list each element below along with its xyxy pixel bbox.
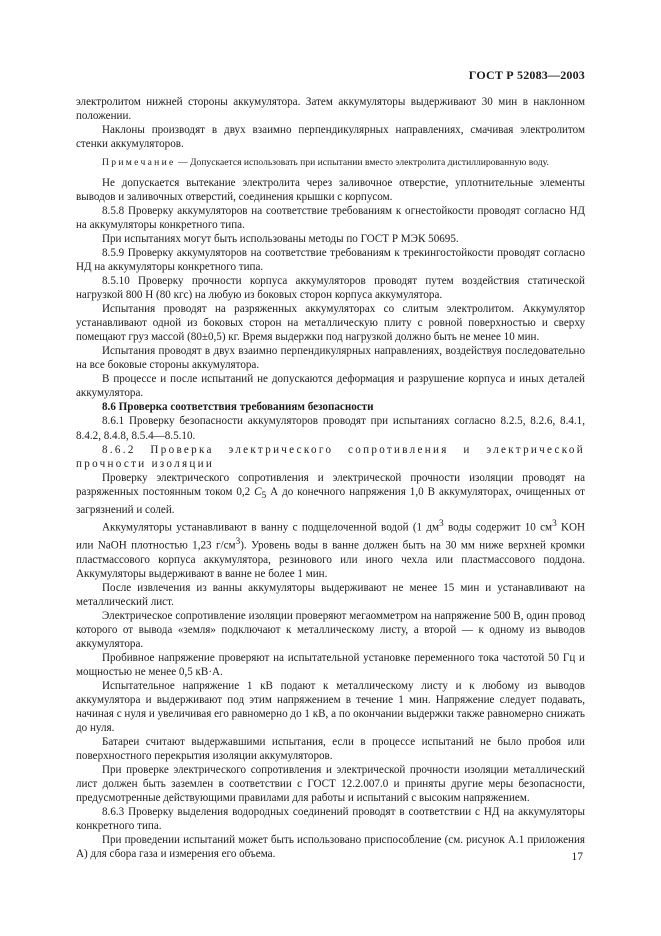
text-run: ). Уровень воды в ванне должен быть на 30 мм ниже верхней кромки пластмассового корпуса аккумулятора, резинового или иного чехла или пластмассового поддона. Аккумуляторы выдерживают в ванне не более 1 мин.	[76, 539, 585, 580]
capacity-symbol: C	[254, 485, 262, 498]
paragraph: Пробивное напряжение проверяют на испытательной установке переменного тока частотой 50 Гц и мощностью не менее 0,5 кВ·А.	[76, 651, 585, 678]
superscript: 3	[235, 536, 241, 547]
paragraph: После извлечения из ванны аккумуляторы выдерживают не менее 15 мин и устанавливают на металлический лист.	[76, 581, 585, 608]
paragraph: При проведении испытаний может быть использовано приспособление (см. рисунок А.1 приложения А) для сбора газа и измерения его объема.	[76, 834, 585, 861]
text-run: KOH или NaOH плотностью 1,23 г/см	[76, 521, 586, 552]
page-number: 17	[571, 851, 583, 863]
paragraph: Наклоны производят в двух взаимно перпендикулярных направлениях, смачивая электролитом стенки аккумуляторов.	[76, 124, 585, 151]
paragraph: 8.6.3 Проверку выделения водородных соединений проводят в соответствии с НД на аккумуляторы конкретного типа.	[76, 806, 585, 833]
paragraph: 8.5.8 Проверку аккумуляторов на соответствие требованиям к огнестойкости проводят согласно НД на аккумуляторы конкретного типа.	[76, 204, 585, 231]
paragraph: 8.5.9 Проверку аккумуляторов на соответствие требованиям к трекингостойкости проводят согласно НД на аккумуляторы конкретного типа.	[76, 246, 585, 273]
paragraph: Электрическое сопротивление изоляции проверяют мегаомметром на напряжение 500 В, один провод которого от вывода «земля» подключают к металлическому листу, а второй — к одному из выводов аккумулятора.	[76, 609, 585, 650]
document-body	[76, 95, 585, 862]
capacity-subscript: 5	[261, 490, 267, 501]
paragraph: 8.5.10 Проверку прочности корпуса аккумуляторов проводят путем воздействия статической нагрузкой 800 Н (80 кгс) на любую из боковых сторон корпуса аккумулятора.	[76, 275, 585, 302]
paragraph: При испытаниях могут быть использованы методы по ГОСТ Р МЭК 50695.	[102, 232, 459, 245]
text-run: Аккумуляторы устанавливают в ванну с подщелоченной водой (1 дм	[102, 521, 440, 534]
note	[76, 157, 585, 170]
paragraph: Не допускается вытекание электролита через заливочное отверстие, уплотнительные элементы выводов и заливочных отверстий, соединения крышки с корпусом.	[76, 176, 585, 203]
note-text: — Допускается использовать при испытании вместо электролита дистиллированную воду.	[175, 157, 549, 169]
paragraph: 8.6.1 Проверку безопасности аккумуляторов проводят при испытаниях согласно 8.2.5, 8.2.6, 8.4.1, 8.4.2, 8.4.8, 8.5.4—8.5.10.	[76, 415, 585, 442]
text-run: воды содержит 10 см	[443, 521, 553, 534]
subsection-heading: 8.6.2 Проверка электрического сопротивления и электрической прочности изоляции	[76, 443, 585, 470]
paragraph: электролитом нижней стороны аккумулятора. Затем аккумуляторы выдерживают 30 мин в наклонном положении.	[76, 96, 585, 123]
text-run: А до конечного напряжения 1,0 В аккумуляторах, очищенных от загрязнений и солей.	[76, 485, 586, 516]
paragraph-water-bath	[76, 517, 585, 581]
paragraph-resistance	[76, 471, 585, 517]
paragraph: Испытания проводят в двух взаимно перпендикулярных направлениях, воздействуя последовательно на все боковые стороны аккумулятора.	[76, 345, 585, 372]
paragraph: В процессе и после испытаний не допускаются деформация и разрушение корпуса и иных деталей аккумулятора.	[76, 373, 585, 400]
paragraph: Испытательное напряжение 1 кВ подают к металлическому листу и к любому из выводов аккумулятора и выдерживают под этим напряжением в течение 1 мин. Напряжение следует подавать, начиная с нуля и увеличивая его равномерно до 1 кВ, а по окончании выдержки также равномерно снижать до нуля.	[76, 679, 585, 735]
superscript: 3	[439, 519, 444, 530]
text-run: Проверку электрического сопротивления и электрической прочности изоляции проводят на разряженных постоянным током 0,2	[76, 471, 585, 498]
superscript: 3	[552, 519, 557, 530]
document-code-header: ГОСТ Р 52083—2003	[468, 68, 585, 82]
paragraph: Испытания проводят на разряженных аккумуляторах со слитым электролитом. Аккумулятор устанавливают одной из боковых сторон на металлическую плиту с ровной поверхностью и сверху помещают груз массой (80±0,5) кг. Время выдержки под нагрузкой должно быть не менее 10 мин.	[76, 303, 585, 344]
note-label: Примечание	[102, 157, 176, 169]
paragraph: При проверке электрического сопротивления и электрической прочности изоляции металлический лист должен быть заземлен в соответствии с ГОСТ 12.2.007.0 и приняты другие меры безопасности, предусмотренные действующими правилами для работы и испытаний с высоким напряжением.	[76, 764, 585, 805]
paragraph: Батареи считают выдержавшими испытания, если в процессе испытаний не было пробоя или поверхностного перекрытия изоляции аккумуляторов.	[76, 736, 585, 763]
section-title: 8.6 Проверка соответствия требованиям безопасности	[102, 401, 374, 414]
